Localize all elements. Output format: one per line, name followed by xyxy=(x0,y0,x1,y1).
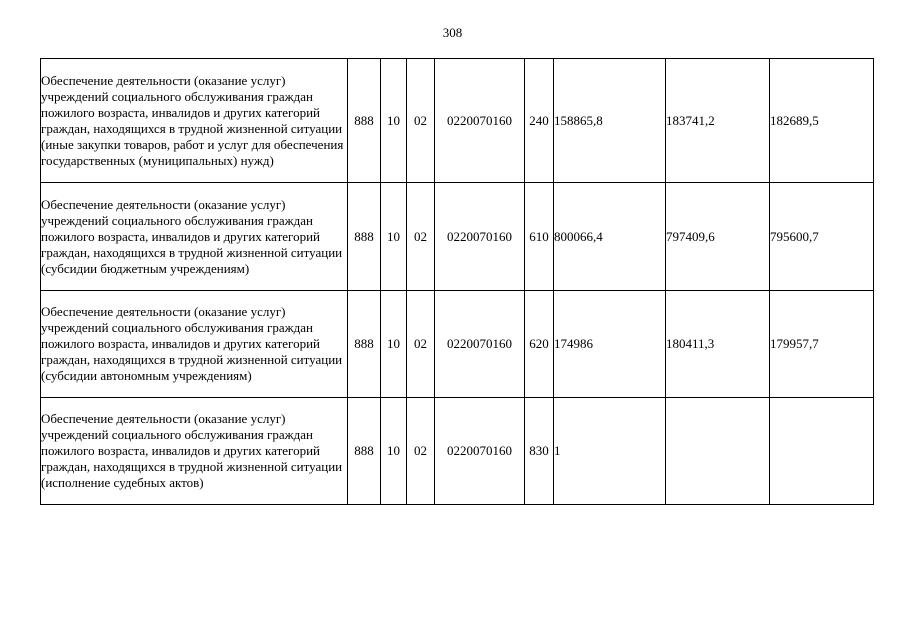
amount-2-cell xyxy=(666,398,770,505)
target-item-cell: 0220070160 xyxy=(435,183,525,291)
amount-1-cell: 1 xyxy=(554,398,666,505)
subsection-cell: 02 xyxy=(407,183,435,291)
subsection-cell: 02 xyxy=(407,59,435,183)
expense-type-cell: 240 xyxy=(525,59,554,183)
admin-code-cell: 888 xyxy=(348,291,381,398)
row-description: Обеспечение деятельности (оказание услуг) учреждений социального обслуживания граждан пожилого возраста, инвалидов и других категорий граждан, находящихся в трудной жизненной ситуации (субсидии автономным учреждениям) xyxy=(41,291,348,398)
subsection-cell: 02 xyxy=(407,398,435,505)
amount-3-cell: 179957,7 xyxy=(770,291,874,398)
section-cell: 10 xyxy=(381,398,407,505)
table-row xyxy=(41,291,874,398)
row-description: Обеспечение деятельности (оказание услуг) учреждений социального обслуживания граждан пожилого возраста, инвалидов и других категорий граждан, находящихся в трудной жизненной ситуации (иные закупки товаров, работ и услуг для обеспечения государственных (муниципальных) нужд) xyxy=(41,59,348,183)
table-row xyxy=(41,183,874,291)
admin-code-cell: 888 xyxy=(348,59,381,183)
row-description: Обеспечение деятельности (оказание услуг) учреждений социального обслуживания граждан пожилого возраста, инвалидов и других категорий граждан, находящихся в трудной жизненной ситуации (исполнение судебных актов) xyxy=(41,398,348,505)
section-cell: 10 xyxy=(381,291,407,398)
table-row xyxy=(41,398,874,505)
amount-1-cell: 158865,8 xyxy=(554,59,666,183)
row-description: Обеспечение деятельности (оказание услуг) учреждений социального обслуживания граждан пожилого возраста, инвалидов и других категорий граждан, находящихся в трудной жизненной ситуации (субсидии бюджетным учреждениям) xyxy=(41,183,348,291)
amount-1-cell: 174986 xyxy=(554,291,666,398)
expense-type-cell: 830 xyxy=(525,398,554,505)
amount-3-cell: 795600,7 xyxy=(770,183,874,291)
admin-code-cell: 888 xyxy=(348,398,381,505)
expense-type-cell: 620 xyxy=(525,291,554,398)
expense-type-cell: 610 xyxy=(525,183,554,291)
subsection-cell: 02 xyxy=(407,291,435,398)
amount-2-cell: 797409,6 xyxy=(666,183,770,291)
target-item-cell: 0220070160 xyxy=(435,291,525,398)
target-item-cell: 0220070160 xyxy=(435,398,525,505)
target-item-cell: 0220070160 xyxy=(435,59,525,183)
section-cell: 10 xyxy=(381,183,407,291)
amount-3-cell: 182689,5 xyxy=(770,59,874,183)
amount-3-cell xyxy=(770,398,874,505)
section-cell: 10 xyxy=(381,59,407,183)
table-row xyxy=(41,59,874,183)
amount-2-cell: 180411,3 xyxy=(666,291,770,398)
admin-code-cell: 888 xyxy=(348,183,381,291)
amount-1-cell: 800066,4 xyxy=(554,183,666,291)
amount-2-cell: 183741,2 xyxy=(666,59,770,183)
budget-table xyxy=(40,58,874,505)
page-number: 308 xyxy=(442,25,463,40)
